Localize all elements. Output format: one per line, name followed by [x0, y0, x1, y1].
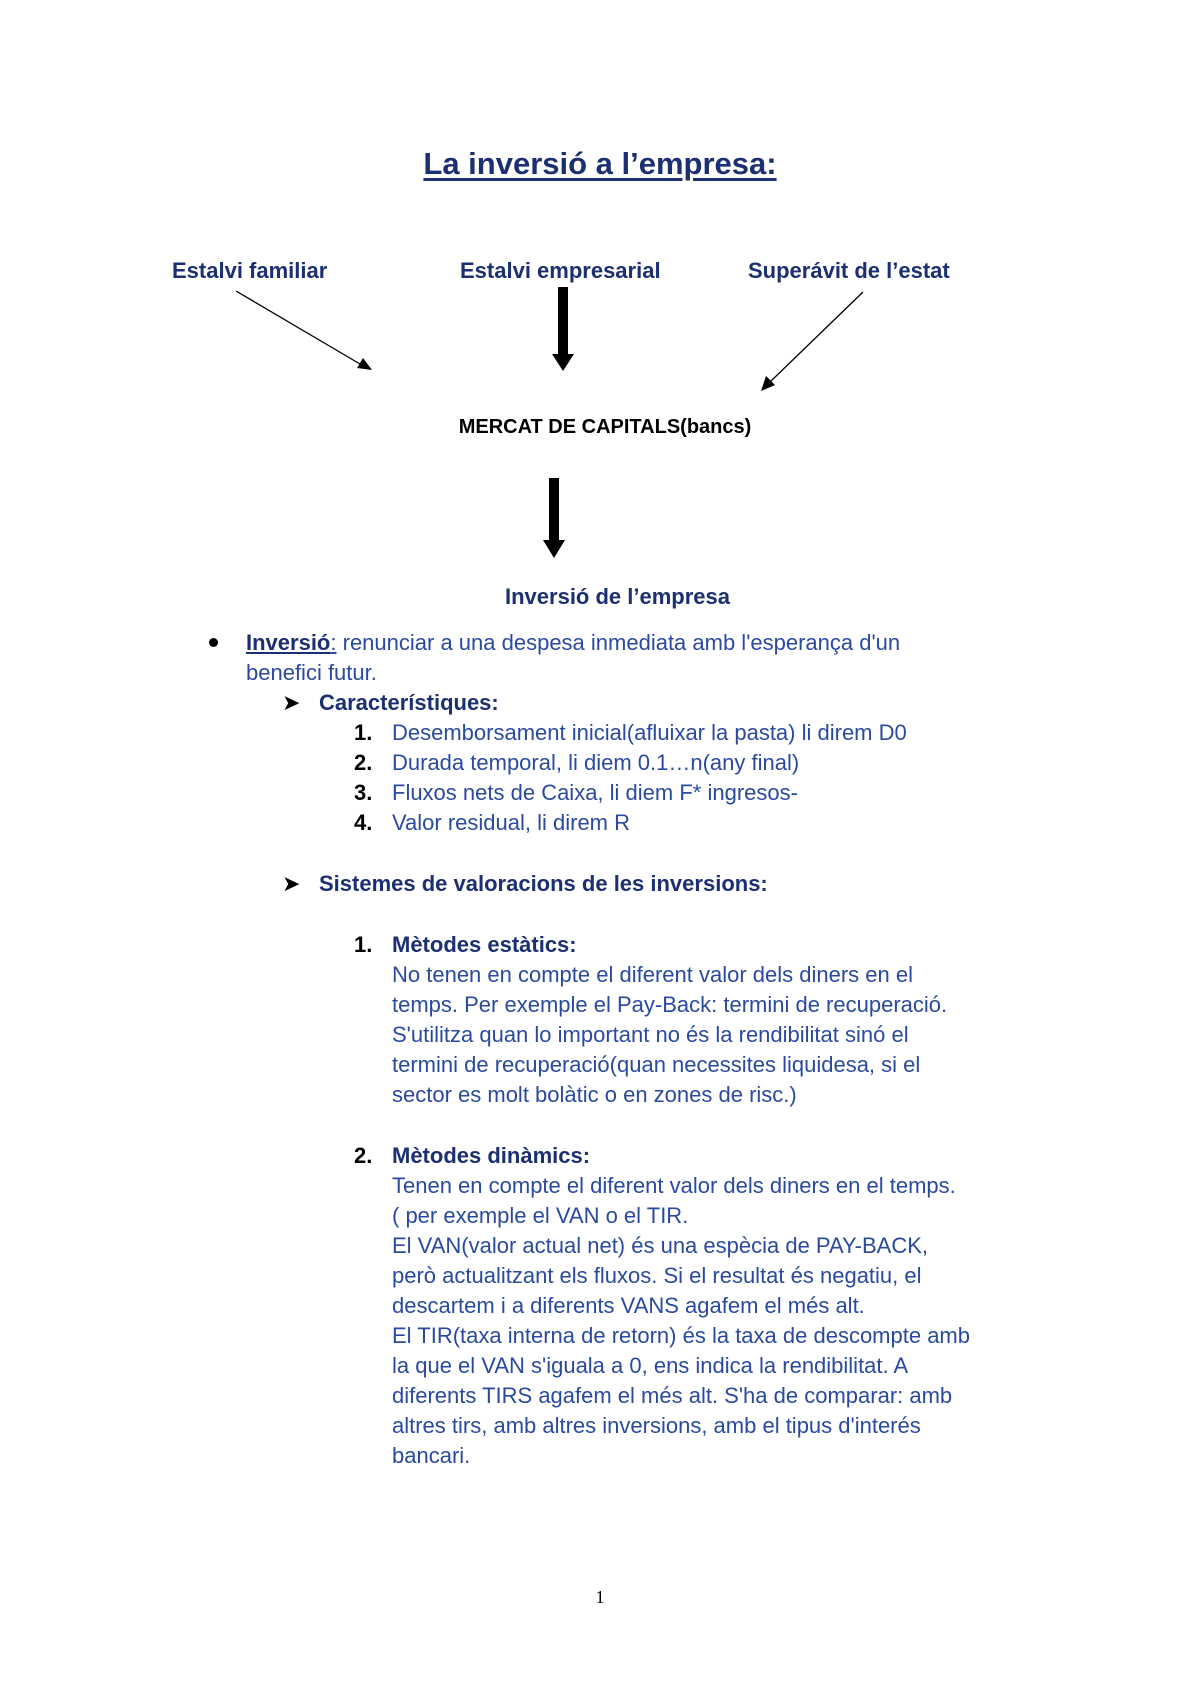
- dynamic-methods-line: diferents TIRS agafem el més alt. S'ha de comparar: amb: [392, 1383, 953, 1408]
- flow-arrows: [0, 0, 1200, 600]
- arrow-market-shaft: [549, 478, 559, 542]
- list-item-number: 1.: [354, 720, 373, 745]
- dynamic-methods-line: El TIR(taxa interna de retorn) és la taxa de descompte amb: [392, 1323, 970, 1348]
- source-state-surplus: Superávit de l’estat: [748, 258, 950, 283]
- definition-line-1: [246, 630, 900, 656]
- dynamic-methods-line: Tenen en compte el diferent valor dels diners en el temps.: [392, 1173, 956, 1198]
- arrow-business-head: [552, 354, 574, 371]
- list-item-number: 4.: [354, 810, 373, 835]
- page-number: 1: [595, 1587, 605, 1607]
- definition-colon: :: [330, 630, 337, 655]
- arrow-business-shaft: [558, 287, 568, 355]
- list-item-number: 2.: [354, 750, 373, 775]
- dynamic-methods-line: descartem i a diferents VANS agafem el més alt.: [392, 1293, 865, 1318]
- dynamic-methods-line: la que el VAN s'iguala a 0, ens indica la rendibilitat. A: [392, 1353, 909, 1378]
- dynamic-methods-line: bancari.: [392, 1443, 471, 1468]
- arrow-state-to-market: [770, 292, 863, 382]
- list-item-number: 3.: [354, 780, 373, 805]
- arrow-bullet-icon: ➤: [282, 871, 301, 896]
- company-investment-label: Inversió de l’empresa: [505, 584, 730, 609]
- static-methods-line: S'utilitza quan lo important no és la rendibilitat sinó el: [392, 1022, 909, 1047]
- static-methods-number: 1.: [354, 932, 373, 957]
- arrow-family-to-market: [236, 291, 360, 364]
- static-methods-heading: Mètodes estàtics:: [392, 932, 577, 957]
- source-family-savings: Estalvi familiar: [172, 258, 328, 283]
- static-methods-line: No tenen en compte el diferent valor dels diners en el: [392, 962, 913, 987]
- list-item: Fluxos nets de Caixa, li diem F* ingresos-: [392, 780, 798, 805]
- static-methods-line: sector es molt bolàtic o en zones de risc.): [392, 1082, 797, 1107]
- valuation-heading: Sistemes de valoracions de les inversions:: [319, 871, 768, 896]
- page-title: La inversió a l’empresa:: [423, 146, 777, 181]
- definition-text: renunciar a una despesa inmediata amb l'esperança d'un: [336, 630, 901, 655]
- dynamic-methods-line: però actualitzant els fluxos. Si el resultat és negatiu, el: [392, 1263, 922, 1288]
- static-methods-line: termini de recuperació(quan necessites liquidesa, si el: [392, 1052, 921, 1077]
- source-business-savings: Estalvi empresarial: [460, 258, 661, 283]
- static-methods-line: temps. Per exemple el Pay-Back: termini de recuperació.: [392, 992, 948, 1017]
- dynamic-methods-line: El VAN(valor actual net) és una espècia de PAY-BACK,: [392, 1233, 929, 1258]
- list-item: Durada temporal, li diem 0.1…n(any final): [392, 750, 800, 775]
- characteristics-heading: Característiques:: [319, 690, 499, 715]
- definition-line-2: benefici futur.: [246, 660, 377, 685]
- capital-market-label: MERCAT DE CAPITALS(bancs): [458, 416, 752, 438]
- list-item: Desemborsament inicial(afluixar la pasta) li direm D0: [392, 720, 907, 745]
- arrow-bullet-icon: ➤: [282, 690, 301, 715]
- dynamic-methods-heading: Mètodes dinàmics:: [392, 1143, 591, 1168]
- list-item: Valor residual, li direm R: [392, 810, 631, 835]
- dynamic-methods-line: ( per exemple el VAN o el TIR.: [392, 1203, 689, 1228]
- arrow-market-head: [543, 540, 565, 558]
- bullet-icon: [209, 638, 218, 647]
- definition-term: Inversió: [246, 630, 331, 655]
- dynamic-methods-line: altres tirs, amb altres inversions, amb el tipus d'interés: [392, 1413, 921, 1438]
- arrow-state-head: [761, 376, 775, 391]
- dynamic-methods-number: 2.: [354, 1143, 373, 1168]
